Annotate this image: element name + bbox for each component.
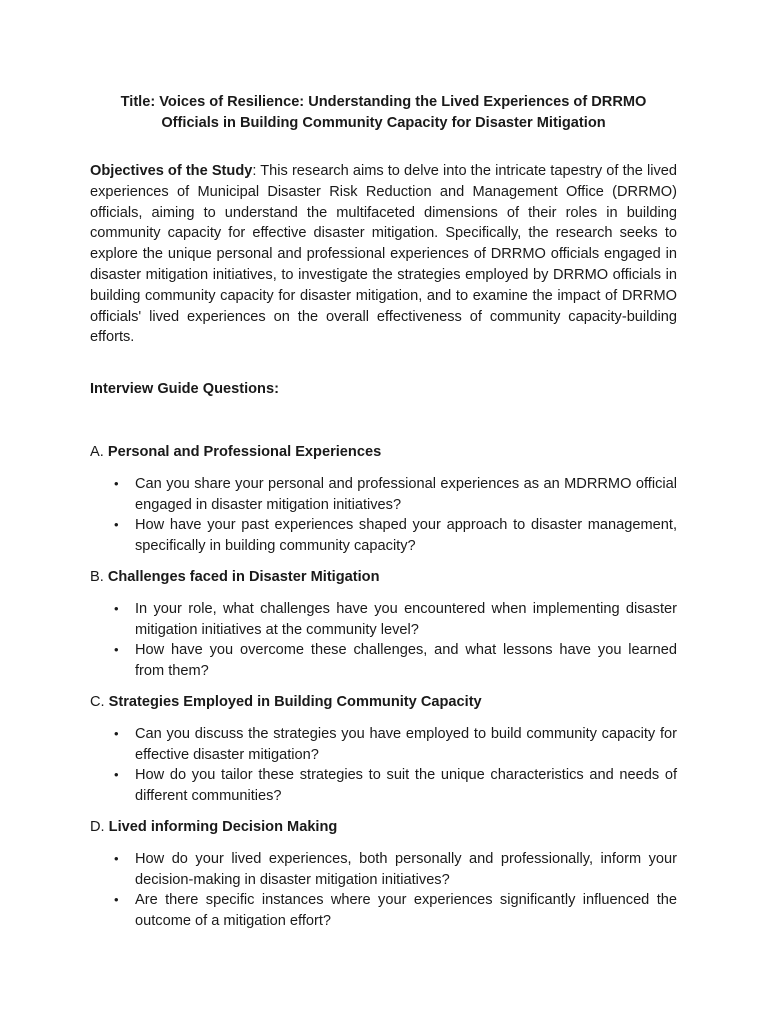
question-text: Are there specific instances where your experiences significantly influenced the outcome of a mitigation effort? [135, 892, 677, 930]
document-title [90, 92, 677, 133]
question-item [90, 890, 677, 932]
section-letter: B. [90, 568, 108, 585]
title-line-1: Title: Voices of Resilience: Understanding the Lived Experiences of DRRMO [120, 94, 647, 110]
section-heading [90, 567, 677, 588]
question-item [90, 474, 677, 516]
bullet-icon: • [114, 517, 119, 533]
section-title: Lived informing Decision Making [108, 818, 338, 835]
question-item [90, 765, 677, 807]
bullet-icon: • [114, 600, 119, 616]
question-text: How do you tailor these strategies to suit the unique characteristics and needs of different communities? [135, 767, 677, 805]
bullet-icon: • [114, 767, 119, 783]
question-list [90, 724, 677, 807]
section-title: Challenges faced in Disaster Mitigation [107, 568, 380, 585]
section-heading [90, 442, 677, 463]
question-item [90, 599, 677, 641]
question-item [90, 849, 677, 891]
bullet-icon: • [114, 725, 119, 741]
question-text: How have your past experiences shaped your approach to disaster management, specifically in building community capacity? [135, 517, 677, 555]
question-item [90, 640, 677, 682]
document-page [90, 92, 677, 932]
question-text: Can you share your personal and professional experiences as an MDRRMO official engaged in disaster mitigation initiatives? [135, 475, 677, 513]
question-text: In your role, what challenges have you encountered when implementing disaster mitigation initiatives at the community level? [135, 600, 677, 638]
question-text: Can you discuss the strategies you have employed to build community capacity for effective disaster mitigation? [135, 725, 677, 763]
section-title: Strategies Employed in Building Community Capacity [108, 693, 482, 710]
objectives-paragraph [90, 161, 677, 348]
section-heading [90, 692, 677, 713]
question-text: How have you overcome these challenges, and what lessons have you learned from them? [135, 642, 677, 680]
question-item [90, 515, 677, 557]
section-a [90, 442, 677, 557]
title-line-2: Officials in Building Community Capacity for Disaster Mitigation [161, 114, 606, 131]
section-title: Personal and Professional Experiences [107, 443, 382, 460]
bullet-icon: • [114, 892, 119, 908]
bullet-icon: • [114, 850, 119, 866]
objectives-text: : This research aims to delve into the intricate tapestry of the lived experiences of Municipal Disaster Risk Reduction and Management Office (DRRMO) officials, aiming to understand the multifaceted dimensions of their roles in building community capacity for effective disaster mitigation. Specifically, the research seeks to explore the unique personal and professional experiences of DRRMO officials engaged in disaster mitigation initiatives, to investigate the strategies employed by DRRMO officials in building community capacity for disaster mitigation, and to examine the impact of DRRMO officials' lived experiences on the overall effectiveness of community capacity-building efforts. [90, 163, 678, 346]
question-list [90, 849, 677, 932]
question-item [90, 724, 677, 766]
bullet-icon: • [114, 642, 119, 658]
section-c [90, 692, 677, 807]
section-letter: C. [90, 693, 109, 710]
question-text: How do your lived experiences, both personally and professionally, inform your decision-making in disaster mitigation initiatives? [135, 850, 677, 888]
section-d [90, 817, 677, 932]
question-list [90, 474, 677, 557]
section-b [90, 567, 677, 682]
section-letter: D. [90, 818, 109, 835]
section-heading [90, 817, 677, 838]
bullet-icon: • [114, 475, 119, 491]
section-letter: A. [90, 443, 108, 460]
interview-guide-heading: Interview Guide Questions: [90, 381, 279, 398]
objectives-label: Objectives of the Study [90, 163, 253, 179]
question-list [90, 599, 677, 682]
